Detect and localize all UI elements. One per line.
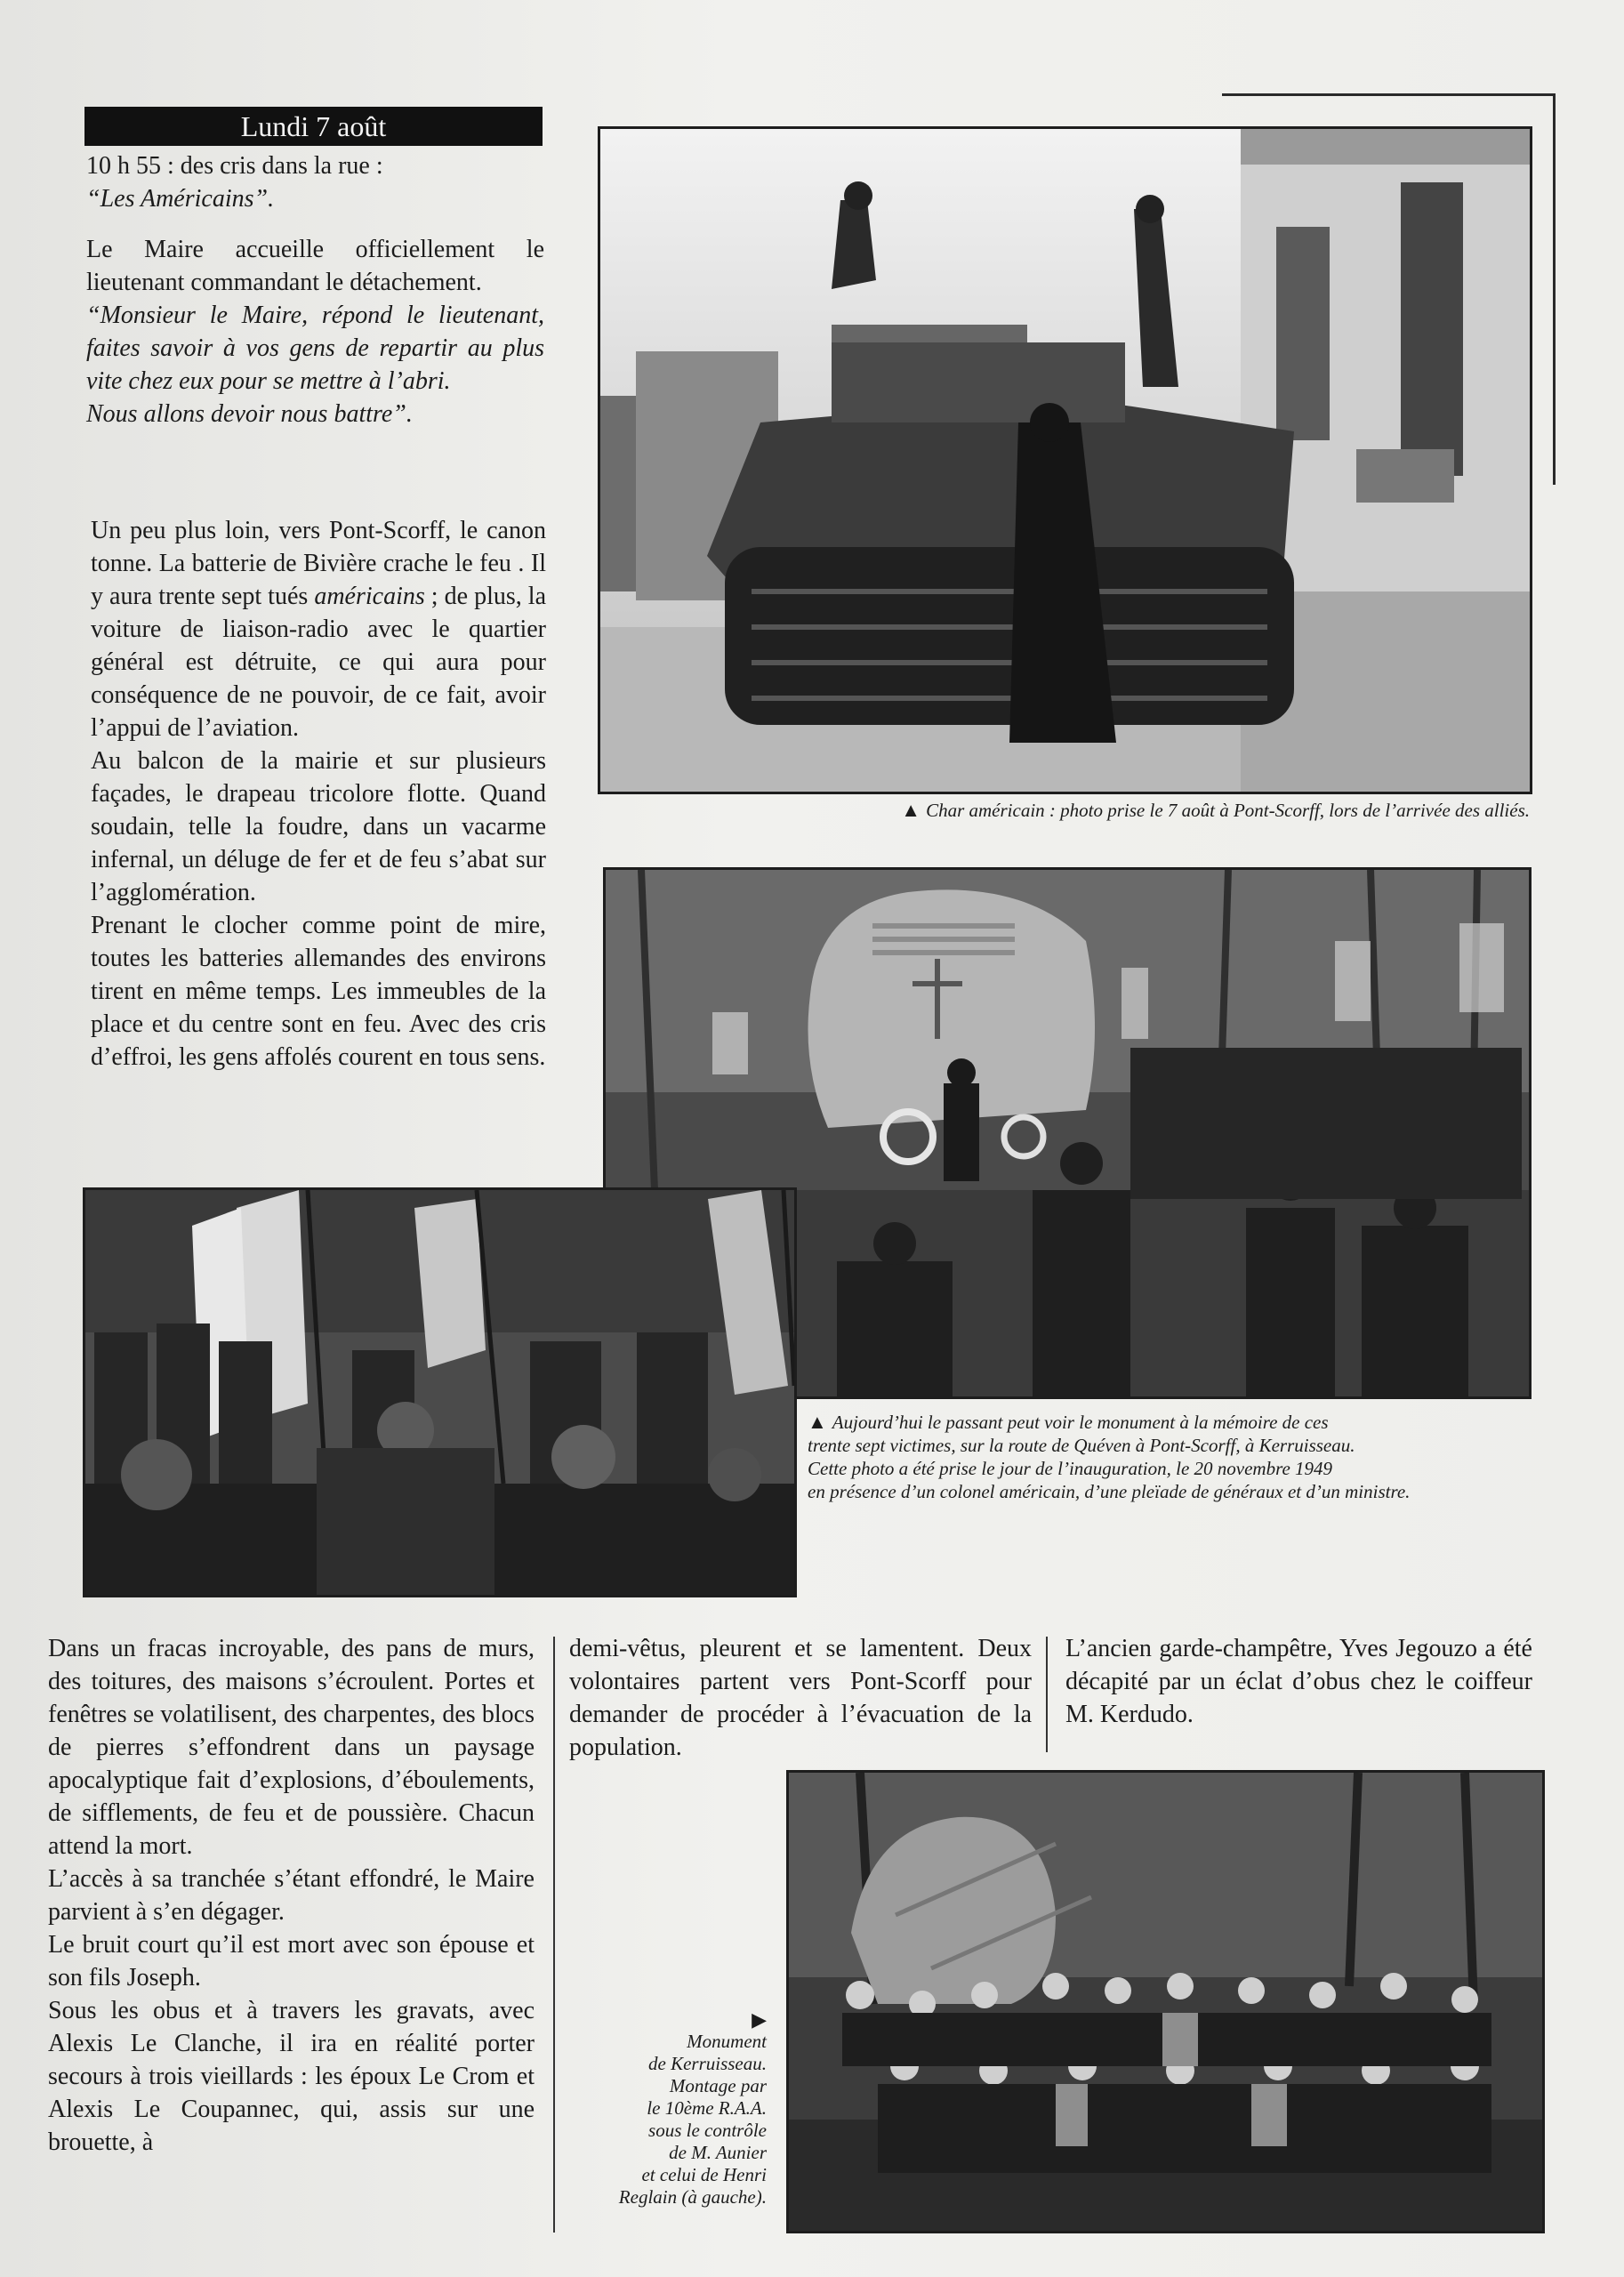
quote-battle: Nous allons devoir nous battre”. [86, 400, 413, 428]
montage-caption-line-8: Reglain (à gauche). [618, 2186, 767, 2208]
paragraph-2-part-b: ; de plus, la voiture de liaison-radio avec le quartier général est détruite, ce qui aura pour conséquence de ne pouvoir, de ce fait, avoir l’appui de l’aviation. [91, 583, 547, 742]
montage-caption-line-1: Monument [687, 2031, 767, 2052]
montage-caption-line-6: de M. Aunier [669, 2142, 767, 2163]
paragraph-2-part-a: Un peu plus loin, vers Pont-Scorff, le canon tonne. La batterie de Bivière crache le feu . Il y aura trente sept tués [91, 517, 546, 610]
column-divider-1 [553, 1637, 555, 2233]
paragraph-2 [91, 514, 546, 744]
column-divider-2 [1046, 1637, 1048, 1752]
time-line: 10 h 55 : des cris dans la rue : [86, 152, 383, 180]
tank-photo [598, 126, 1532, 794]
intro-block [86, 149, 544, 215]
paragraph-3: Au balcon de la mairie et sur plusieurs façades, le drapeau tricolore flotte. Quand soudain, telle la foudre, dans un vacarme infernal, un déluge de fer et de feu s’abat sur l’agglomération. [91, 747, 546, 906]
montage-caption-line-2: de Kerruisseau. [648, 2053, 767, 2074]
montage-caption-line-4: le 10ème R.A.A. [647, 2097, 767, 2119]
paragraph-2-italic: américains [314, 583, 425, 610]
paragraph-mayor [86, 233, 544, 430]
montage-caption-line-5: sous le contrôle [648, 2120, 767, 2141]
column-3 [1065, 1632, 1532, 1731]
flags-ceremony-photo [83, 1187, 797, 1597]
monument-caption [808, 1411, 1532, 1503]
shout-line: “Les Américains”. [86, 185, 275, 213]
date-header: Lundi 7 août [84, 107, 543, 146]
paragraph-1: Le Maire accueille officiellement le lieutenant commandant le détachement. [86, 236, 544, 296]
monument-caption-line-3: Cette photo a été prise le jour de l’inauguration, le 20 novembre 1949 [808, 1458, 1333, 1479]
caption-marker-right-icon: ▶ [752, 2008, 767, 2031]
tank-photo-image [600, 129, 1530, 792]
column-1-paragraph-d: Sous les obus et à travers les gravats, avec Alexis Le Clanche, il ira en réalité porter secours à trois vieillards : les époux Le Crom et Alexis Le Coupannec, qui, assis sur une brouette, à [48, 1997, 535, 2156]
caption-marker-icon: ▲ [808, 1411, 827, 1433]
column-1-paragraph-a: Dans un fracas incroyable, des pans de murs, des toitures, des maisons s’écroulent. Portes et fenêtres se volatilisent, des charpentes, des blocs de pierres s’effondrent dans un paysage apocalyptique fait d’explosions, d’éboulements, de sifflements, de feu et de poussière. Chacun attend la mort. [48, 1635, 535, 1860]
column-2-paragraph: demi-vêtus, pleurent et se lamentent. Deux volontaires partent vers Pont-Scorff pour demander de procéder à l’évacuation de la population. [569, 1635, 1032, 1761]
column-1-paragraph-c: Le bruit court qu’il est mort avec son épouse et son fils Joseph. [48, 1931, 535, 1991]
montage-group-photo [786, 1770, 1545, 2233]
quote-lieutenant: “Monsieur le Maire, répond le lieutenant, faites savoir à vos gens de repartir au plus vite chez eux pour se mettre à l’abri. [86, 302, 544, 395]
tank-caption-text: Char américain : photo prise le 7 août à Pont-Scorff, lors de l’arrivée des alliés. [926, 800, 1530, 821]
monument-caption-line-4: en présence d’un colonel américain, d’une pleïade de généraux et d’un ministre. [808, 1481, 1411, 1502]
paragraph-4: Prenant le clocher comme point de mire, toutes les batteries allemandes des environs tirent en même temps. Les immeubles de la place et du centre sont en feu. Avec des cris d’effroi, les gens affolés courent en tous sens. [91, 912, 546, 1071]
montage-caption-line-7: et celui de Henri [641, 2164, 767, 2185]
monument-caption-line-2: trente sept victimes, sur la route de Quéven à Pont-Scorff, à Kerruisseau. [808, 1435, 1355, 1456]
monument-caption-line-1: ▲ Aujourd’hui le passant peut voir le monument à la mémoire de ces [808, 1411, 1329, 1433]
column-2 [569, 1632, 1032, 1764]
frame-line-top [1222, 93, 1556, 96]
column-1 [48, 1632, 535, 2159]
tank-caption [814, 799, 1530, 822]
column-1-paragraph-b: L’accès à sa tranchée s’étant effondré, le Maire parvient à s’en dégager. [48, 1865, 535, 1926]
montage-group-image [789, 1773, 1542, 2231]
paragraph-block-2 [91, 514, 546, 1074]
flags-ceremony-image [85, 1190, 794, 1595]
montage-caption [578, 2008, 767, 2209]
frame-line-right [1553, 93, 1556, 485]
caption-marker-icon: ▲ [901, 799, 921, 821]
montage-caption-line-3: Montage par [669, 2075, 767, 2096]
column-3-paragraph: L’ancien garde-champêtre, Yves Jegouzo a été décapité par un éclat d’obus chez le coiffeur M. Kerdudo. [1065, 1635, 1532, 1728]
